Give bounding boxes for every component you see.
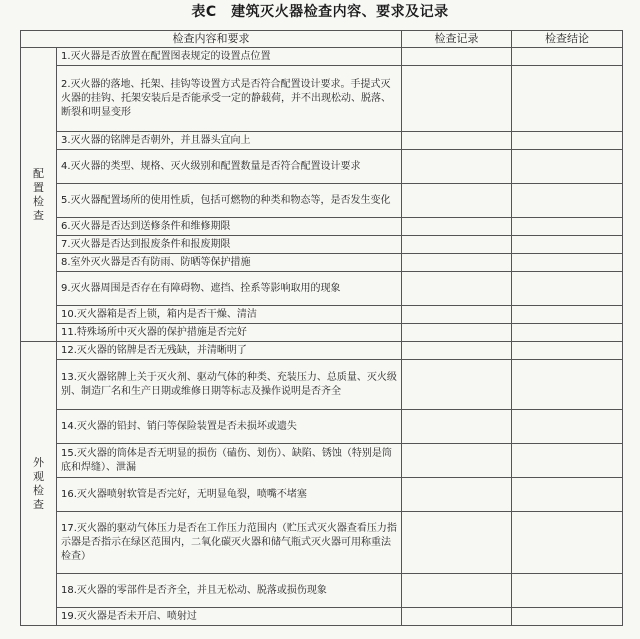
table-row <box>21 132 623 150</box>
item-9: 9.灭火器周围是否存在有障碍物、遮挡、拴系等影响取用的现象 <box>57 272 402 306</box>
record-cell[interactable] <box>402 236 512 254</box>
item-18: 18.灭火器的零部件是否齐全，并且无松动、脱落或损伤现象 <box>57 574 402 608</box>
conclusion-cell[interactable] <box>512 360 623 410</box>
conclusion-cell[interactable] <box>512 342 623 360</box>
table-row <box>21 184 623 218</box>
table-row <box>21 342 623 360</box>
table-row <box>21 512 623 574</box>
record-cell[interactable] <box>402 608 512 626</box>
table-row <box>21 574 623 608</box>
item-10: 10.灭火器箱是否上锁，箱内是否干燥、清洁 <box>57 306 402 324</box>
table-row <box>21 66 623 132</box>
item-5: 5.灭火器配置场所的使用性质，包括可燃物的种类和物态等，是否发生变化 <box>57 184 402 218</box>
conclusion-cell[interactable] <box>512 410 623 444</box>
header-conclusion: 检查结论 <box>512 31 623 48</box>
item-13: 13.灭火器铭牌上关于灭火剂、驱动气体的种类、充装压力、总质量、灭火级别、制造厂名和生产日期或维修日期等标志及操作说明是否齐全 <box>57 360 402 410</box>
item-3: 3.灭火器的铭牌是否朝外，并且器头宜向上 <box>57 132 402 150</box>
conclusion-cell[interactable] <box>512 184 623 218</box>
record-cell[interactable] <box>402 306 512 324</box>
item-19: 19.灭火器是否未开启、喷射过 <box>57 608 402 626</box>
item-2: 2.灭火器的落地、托架、挂钩等设置方式是否符合配置设计要求。手提式灭火器的挂钩、托架安装后是否能承受一定的静载荷，并不出现松动、脱落、断裂和明显变形 <box>57 66 402 132</box>
category-config <box>21 48 57 342</box>
item-17: 17.灭火器的驱动气体压力是否在工作压力范围内（贮压式灭火器查看压力指示器是否指示在绿区范围内，二氧化碳灭火器和储气瓶式灭火器可用称重法检查） <box>57 512 402 574</box>
conclusion-cell[interactable] <box>512 236 623 254</box>
record-cell[interactable] <box>402 48 512 66</box>
item-6: 6.灭火器是否达到送修条件和维修期限 <box>57 218 402 236</box>
conclusion-cell[interactable] <box>512 66 623 132</box>
table-row <box>21 608 623 626</box>
record-cell[interactable] <box>402 218 512 236</box>
inspection-table <box>20 30 623 626</box>
item-4: 4.灭火器的类型、规格、灭火级别和配置数量是否符合配置设计要求 <box>57 150 402 184</box>
table-row <box>21 478 623 512</box>
category-label: 外观检查 <box>33 455 44 511</box>
conclusion-cell[interactable] <box>512 254 623 272</box>
item-7: 7.灭火器是否达到报废条件和报废期限 <box>57 236 402 254</box>
header-row <box>21 31 623 48</box>
conclusion-cell[interactable] <box>512 150 623 184</box>
table-row <box>21 150 623 184</box>
table-row <box>21 236 623 254</box>
record-cell[interactable] <box>402 132 512 150</box>
item-8: 8.室外灭火器是否有防雨、防晒等保护措施 <box>57 254 402 272</box>
conclusion-cell[interactable] <box>512 478 623 512</box>
table-row <box>21 272 623 306</box>
item-14: 14.灭火器的铅封、销闩等保险装置是否未损坏或遗失 <box>57 410 402 444</box>
record-cell[interactable] <box>402 254 512 272</box>
record-cell[interactable] <box>402 272 512 306</box>
table-row <box>21 324 623 342</box>
conclusion-cell[interactable] <box>512 132 623 150</box>
category-label: 配置检查 <box>33 166 44 222</box>
table-row <box>21 360 623 410</box>
conclusion-cell[interactable] <box>512 608 623 626</box>
conclusion-cell[interactable] <box>512 306 623 324</box>
record-cell[interactable] <box>402 360 512 410</box>
conclusion-cell[interactable] <box>512 512 623 574</box>
table-row <box>21 410 623 444</box>
record-cell[interactable] <box>402 410 512 444</box>
table-row <box>21 254 623 272</box>
table-row <box>21 444 623 478</box>
item-11: 11.特殊场所中灭火器的保护措施是否完好 <box>57 324 402 342</box>
conclusion-cell[interactable] <box>512 272 623 306</box>
item-15: 15.灭火器的筒体是否无明显的损伤（磕伤、划伤）、缺陷、锈蚀（特别是筒底和焊缝）、泄漏 <box>57 444 402 478</box>
record-cell[interactable] <box>402 342 512 360</box>
record-cell[interactable] <box>402 66 512 132</box>
item-1: 1.灭火器是否放置在配置图表规定的设置点位置 <box>57 48 402 66</box>
header-content: 检查内容和要求 <box>21 31 402 48</box>
conclusion-cell[interactable] <box>512 444 623 478</box>
record-cell[interactable] <box>402 324 512 342</box>
conclusion-cell[interactable] <box>512 218 623 236</box>
record-cell[interactable] <box>402 444 512 478</box>
conclusion-cell[interactable] <box>512 324 623 342</box>
item-16: 16.灭火器喷射软管是否完好，无明显龟裂，喷嘴不堵塞 <box>57 478 402 512</box>
table-title: 表C 建筑灭火器检查内容、要求及记录 <box>191 4 449 20</box>
category-appearance <box>21 342 57 626</box>
conclusion-cell[interactable] <box>512 574 623 608</box>
table-row <box>21 306 623 324</box>
header-record: 检查记录 <box>402 31 512 48</box>
record-cell[interactable] <box>402 184 512 218</box>
table-row <box>21 48 623 66</box>
record-cell[interactable] <box>402 478 512 512</box>
item-12: 12.灭火器的铭牌是否无残缺，并清晰明了 <box>57 342 402 360</box>
record-cell[interactable] <box>402 150 512 184</box>
conclusion-cell[interactable] <box>512 48 623 66</box>
record-cell[interactable] <box>402 574 512 608</box>
table-row <box>21 218 623 236</box>
record-cell[interactable] <box>402 512 512 574</box>
